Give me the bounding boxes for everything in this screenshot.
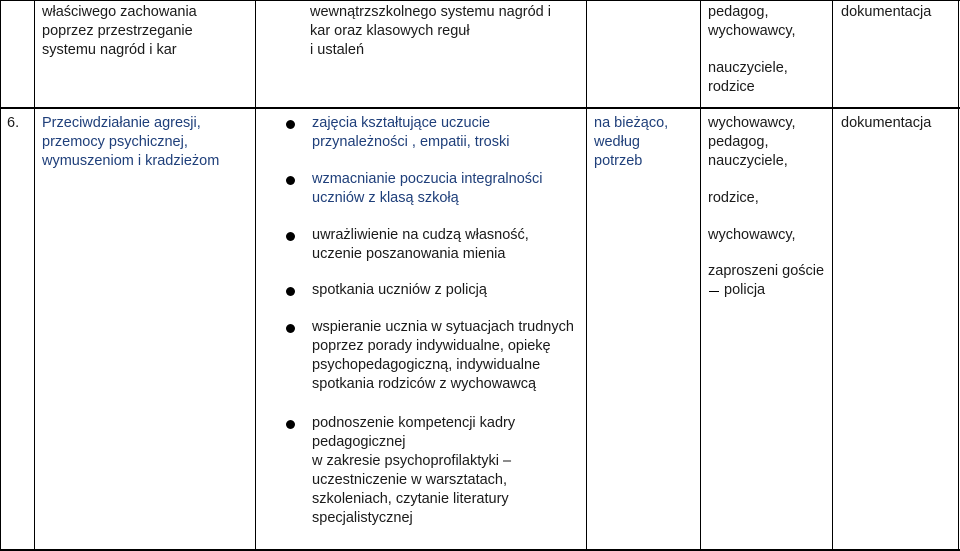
bullet-text: w zakresie psychoprofilaktyki –: [312, 453, 512, 469]
cell-text: wychowawcy,: [708, 23, 796, 39]
bullet-text: spotkania rodziców z wychowawcą: [312, 376, 537, 392]
bullet-icon: [286, 324, 295, 333]
row-title: wymuszeniom i kradzieżom: [42, 153, 220, 169]
column-divider: [832, 0, 833, 551]
bullet-text: przynależności , empatii, troski: [312, 134, 510, 150]
cell-text: rodzice: [708, 79, 755, 95]
bullet-icon: [286, 287, 295, 296]
bullet-text: spotkania uczniów z policją: [312, 282, 487, 298]
cell-text: pedagog,: [708, 4, 769, 20]
documentation-text: dokumentacja: [841, 115, 932, 131]
cell-text: kar oraz klasowych reguł: [310, 23, 470, 39]
bullet-text: wzmacnianie poczucia integralności: [312, 171, 543, 187]
column-divider: [586, 0, 587, 551]
cell-text: wewnątrzszkolnego systemu nagród i: [310, 4, 551, 20]
responsible-text: pedagog,: [708, 134, 769, 150]
cell-text: nauczyciele,: [708, 60, 788, 76]
bullet-text: pedagogicznej: [312, 434, 406, 450]
bullet-text: uczenie poszanowania mienia: [312, 246, 506, 262]
timing-text: potrzeb: [594, 153, 643, 169]
responsible-text: nauczyciele,: [708, 153, 788, 169]
bullet-icon: [286, 120, 295, 129]
bullet-text: uczniów z klasą szkołą: [312, 190, 459, 206]
responsible-text: rodzice,: [708, 190, 759, 206]
timing-text: na bieżąco,: [594, 115, 669, 131]
dash-icon: [709, 291, 719, 292]
bullet-text: specjalistycznej: [312, 510, 413, 526]
column-divider: [0, 0, 1, 551]
row-title: przemocy psychicznej,: [42, 134, 188, 150]
bullet-text: zajęcia kształtujące uczucie: [312, 115, 491, 131]
bullet-icon: [286, 176, 295, 185]
column-divider: [34, 0, 35, 551]
row-number: 6.: [7, 115, 20, 131]
bullet-icon: [286, 420, 295, 429]
timing-text: według: [594, 134, 640, 150]
column-divider: [255, 0, 256, 551]
bullet-text: podnoszenie kompetencji kadry: [312, 415, 516, 431]
bullet-text: uczestniczenie w warsztatach,: [312, 472, 508, 488]
column-divider: [700, 0, 701, 551]
table-border-bottom: [0, 549, 960, 551]
responsible-text: wychowawcy,: [708, 227, 796, 243]
bullet-text: wspieranie ucznia w sytuacjach trudnych: [312, 319, 574, 335]
bullet-text: uwrażliwienie na cudzą własność,: [312, 227, 529, 243]
responsible-text: wychowawcy,: [708, 115, 796, 131]
cell-text: poprzez przestrzeganie: [42, 23, 193, 39]
cell-text: właściwego zachowania: [42, 4, 197, 20]
responsible-text: policja: [724, 282, 766, 298]
bullet-text: szkoleniach, czytanie literatury: [312, 491, 509, 507]
bullet-icon: [286, 232, 295, 241]
row-divider: [0, 107, 960, 109]
bullet-text: psychopedagogiczną, indywidualne: [312, 357, 541, 373]
column-divider: [958, 0, 959, 551]
cell-text: i ustaleń: [310, 42, 365, 58]
cell-text: systemu nagród i kar: [42, 42, 177, 58]
responsible-text: zaproszeni goście: [708, 263, 825, 279]
cell-text: dokumentacja: [841, 4, 932, 20]
row-title: Przeciwdziałanie agresji,: [42, 115, 201, 131]
table-border-top: [0, 0, 960, 1]
bullet-text: poprzez porady indywidualne, opiekę: [312, 338, 551, 354]
